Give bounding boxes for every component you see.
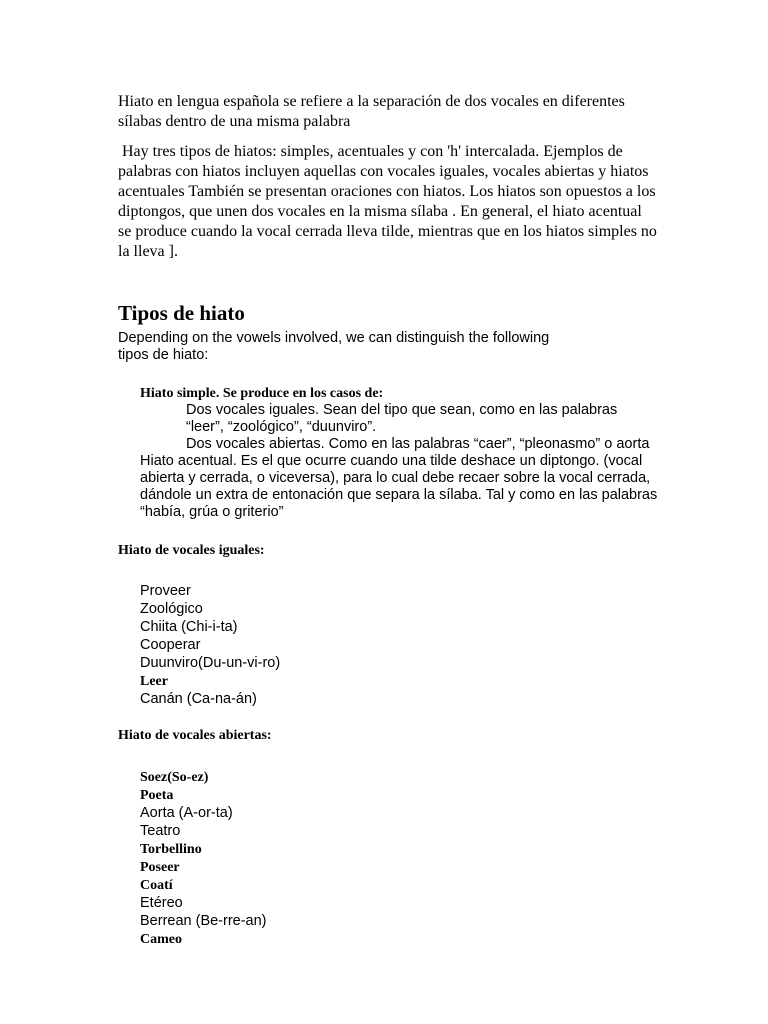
list-item-text: Proveer — [140, 583, 191, 599]
intro-paragraph-2: Hay tres tipos de hiatos: simples, acentuales y con 'h' intercalada. Ejemplos de palabras con hiatos incluyen aquellas con vocales iguales, vocales abiertas y hiatos acentuales También se presentan oraciones con hiatos. Los hiatos son opuestos a los diptongos, que unen dos vocales en la misma sílaba . En general, el hiato acentual se produce cuando la vocal cerrada lleva tilde, mientras que en los hiatos simples no la lleva ]. — [118, 143, 657, 260]
sub-list — [164, 402, 658, 453]
acentual-text: Hiato acentual. Es el que ocurre cuando una tilde deshace un diptongo. (vocal abierta y cerrada, o viceversa), para lo cual debe recaer sobre la vocal cerrada, dándole un extra de entonación que separa la sílaba. Tal y como en las palabras “había, grúa o griterio” — [140, 453, 658, 520]
abiertas-list — [118, 768, 658, 948]
sub-item-text: Dos vocales iguales. Sean del tipo que sean, como en las palabras “leer”, “zoológico”, “duunviro”. — [186, 402, 618, 435]
list-item — [118, 453, 658, 521]
list-item-text: Poseer — [140, 860, 180, 875]
list-item — [118, 804, 658, 822]
list-item — [118, 618, 658, 636]
list-item — [118, 582, 658, 600]
list-item-text: Cooperar — [140, 637, 201, 653]
list-item — [118, 672, 658, 690]
list-item — [164, 402, 658, 436]
list-item — [118, 858, 658, 876]
list-item-text: Coatí — [140, 878, 173, 893]
list-item — [118, 384, 658, 453]
list-item-text: Teatro — [140, 823, 181, 839]
list-item-text: Soez(So-ez) — [140, 770, 209, 785]
intro-paragraph-1: Hiato en lengua española se refiere a la separación de dos vocales en diferentes sílabas dentro de una misma palabra — [118, 93, 625, 130]
list-item — [118, 822, 658, 840]
list-item — [118, 930, 658, 948]
list-item-text: Leer — [140, 674, 168, 689]
list-item-text: Torbellino — [140, 842, 202, 857]
list-item — [118, 912, 658, 930]
list-item — [118, 654, 658, 672]
list-item — [118, 876, 658, 894]
list-item — [118, 894, 658, 912]
list-item — [118, 768, 658, 786]
abiertas-label: Hiato de vocales abiertas: — [118, 728, 272, 743]
section-description: Depending on the vowels involved, we can distinguish the following tipos de hiato: — [118, 330, 550, 363]
list-item — [118, 690, 658, 708]
iguales-label: Hiato de vocales iguales: — [118, 543, 265, 558]
list-item — [118, 600, 658, 618]
list-item — [118, 840, 658, 858]
list-item-text: Aorta (A-or-ta) — [140, 805, 233, 821]
document-page — [118, 92, 658, 948]
list-item — [164, 436, 658, 453]
list-item-text: Berrean (Be-rre-an) — [140, 913, 267, 929]
simple-label: Hiato simple. Se produce en los casos de: — [140, 386, 384, 401]
section-heading: Tipos de hiato — [118, 301, 245, 325]
sub-item-text: Dos vocales abiertas. Como en las palabras “caer”, “pleonasmo” o aorta — [186, 436, 650, 452]
list-item-text: Chiita (Chi-i-ta) — [140, 619, 238, 635]
list-item — [118, 636, 658, 654]
types-list — [118, 384, 658, 521]
list-item — [118, 786, 658, 804]
list-item-text: Duunviro(Du-un-vi-ro) — [140, 655, 281, 671]
list-item-text: Cameo — [140, 932, 182, 947]
list-item-text: Canán (Ca-na-án) — [140, 691, 257, 707]
list-item-text: Etéreo — [140, 895, 183, 911]
iguales-list — [118, 582, 658, 708]
list-item-text: Poeta — [140, 788, 174, 803]
list-item-text: Zoológico — [140, 601, 203, 617]
